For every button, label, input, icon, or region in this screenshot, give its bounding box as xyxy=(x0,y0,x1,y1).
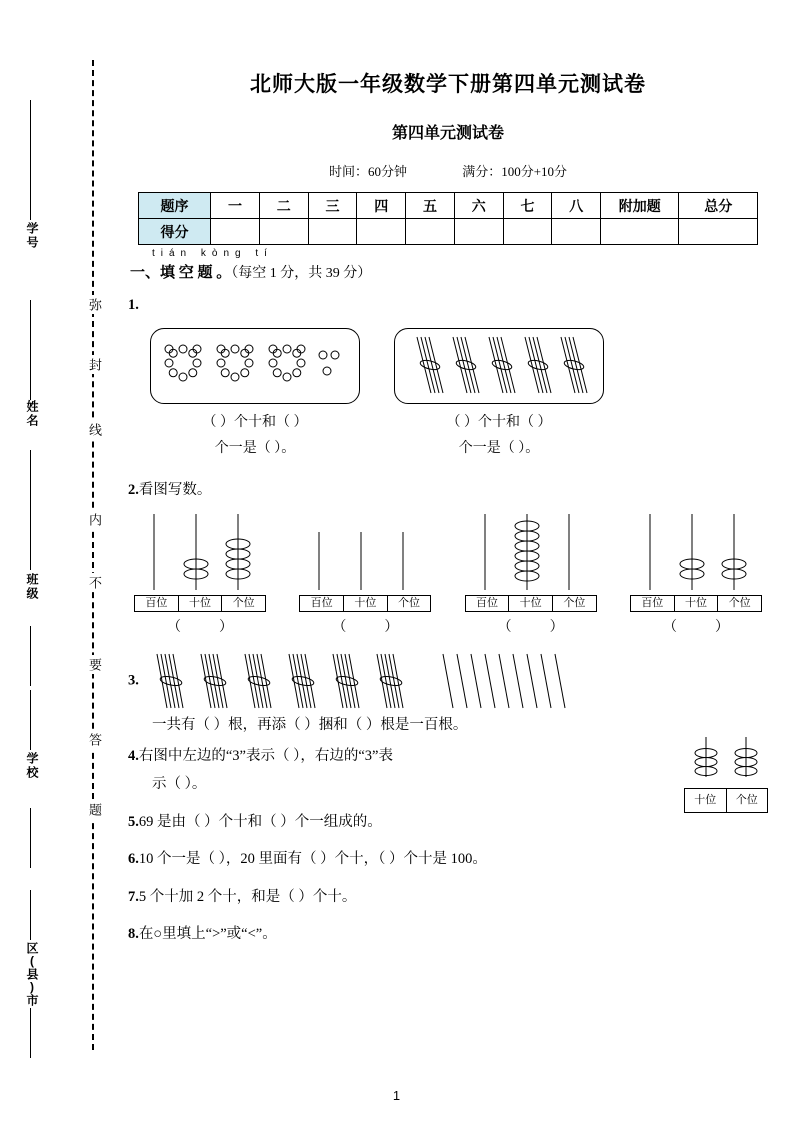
margin-label-xuexiao: 学校 xyxy=(25,752,39,780)
margin-label-xuehao: 学号 xyxy=(25,222,39,250)
page-subtitle: 第四单元测试卷 xyxy=(391,125,504,142)
seal-char-0: 弥 xyxy=(85,295,104,314)
bundles-and-sticks-svg xyxy=(143,650,723,712)
mini-abacus xyxy=(684,737,768,812)
margin-rule xyxy=(30,890,31,940)
answer-blank[interactable] xyxy=(134,616,266,636)
exam-full-score: 满分：100分+10分 xyxy=(462,164,568,179)
section-1-pinyin: tián kòng tí xyxy=(152,248,273,259)
table-row-header xyxy=(139,193,758,219)
seal-char-3: 内 xyxy=(85,510,104,529)
place-label-hundreds: 百位 xyxy=(466,596,510,611)
margin-rule xyxy=(30,450,31,520)
abacus-icon xyxy=(684,737,768,777)
score-cell-2[interactable] xyxy=(259,219,308,245)
margin-strip xyxy=(0,0,120,1121)
section-1-title: 一、填 空 题 。 xyxy=(130,265,232,281)
abacus-icon xyxy=(465,514,597,590)
page-number: 1 xyxy=(392,1088,401,1103)
score-cell-4[interactable] xyxy=(357,219,406,245)
seal-char-7: 题 xyxy=(85,800,104,819)
score-cell-7[interactable] xyxy=(503,219,552,245)
seal-char-2: 线 xyxy=(85,420,104,439)
question-4-line2[interactable]: 示（ ）。 xyxy=(152,776,207,793)
question-4 xyxy=(128,743,768,807)
abacus-icon xyxy=(134,514,266,590)
seal-char-1: 封 xyxy=(85,355,104,374)
margin-rule xyxy=(30,690,31,750)
score-cell-3[interactable] xyxy=(308,219,357,245)
question-8 xyxy=(128,921,768,949)
question-3-number: 3. xyxy=(128,672,139,689)
place-label-tens: 十位 xyxy=(179,596,223,611)
score-table xyxy=(138,192,758,245)
answer-blank[interactable] xyxy=(299,616,431,636)
place-label-tens: 十位 xyxy=(685,789,727,812)
question-7-text[interactable]: 5 个十加 2 个十，和是（ ）个十。 xyxy=(138,888,357,905)
abacus-4 xyxy=(630,514,762,636)
question-3-text[interactable]: 一共有（ ）根，再添（ ）捆和（ ）根是一百根。 xyxy=(152,716,468,733)
exam-meta xyxy=(128,161,768,180)
abacus-icon xyxy=(630,514,762,590)
question-4-line1[interactable]: 右图中左边的“3”表示（ ），右边的“3”表 xyxy=(138,748,393,765)
question-2-text: 看图写数。 xyxy=(138,481,212,498)
score-header-8: 八 xyxy=(552,193,601,219)
abacus-2 xyxy=(299,514,431,636)
score-header-7: 七 xyxy=(503,193,552,219)
score-cell-8[interactable] xyxy=(552,219,601,245)
place-label-hundreds: 百位 xyxy=(135,596,179,611)
bundle-sticks-svg xyxy=(395,329,603,403)
place-label-tens: 十位 xyxy=(344,596,388,611)
answer-blank[interactable] xyxy=(465,616,597,636)
score-header-3: 三 xyxy=(308,193,357,219)
stick-bundle-figure xyxy=(394,328,604,404)
margin-label-xingming: 姓名 xyxy=(25,400,39,428)
question-1-blank-line1 xyxy=(128,410,768,437)
place-label-ones: 个位 xyxy=(398,597,420,610)
q1-left-line1[interactable]: （ ）个十和（ ） xyxy=(202,414,308,430)
margin-rule xyxy=(30,808,31,868)
score-cell-1[interactable] xyxy=(211,219,260,245)
margin-rule xyxy=(30,100,31,220)
margin-rule xyxy=(30,520,31,570)
paren-close: ） xyxy=(549,619,564,635)
seal-char-5: 要 xyxy=(85,655,104,674)
place-label-ones: 个位 xyxy=(735,794,758,807)
bead-rings-svg xyxy=(151,329,359,403)
q1-right-line1[interactable]: （ ）个十和（ ） xyxy=(446,414,552,430)
score-header-10: 总分 xyxy=(679,193,758,219)
score-cell-5[interactable] xyxy=(406,219,455,245)
abacus-3 xyxy=(465,514,597,636)
paren-close: ） xyxy=(219,619,233,635)
question-2 xyxy=(128,477,768,505)
paren-close: ） xyxy=(384,619,399,635)
place-label-tens: 十位 xyxy=(509,596,553,611)
question-6-number: 6. xyxy=(128,851,139,868)
question-7-number: 7. xyxy=(128,888,139,905)
paren-open: （ xyxy=(332,619,347,635)
score-cell-6[interactable] xyxy=(454,219,503,245)
question-1 xyxy=(128,292,768,463)
paren-open: （ xyxy=(167,619,181,635)
score-header-2: 二 xyxy=(259,193,308,219)
place-value-labels xyxy=(465,595,597,612)
question-2-abacus-row xyxy=(128,514,768,636)
question-2-number: 2. xyxy=(128,481,139,498)
place-label-hundreds: 百位 xyxy=(300,596,344,611)
paren-open: （ xyxy=(662,619,677,635)
seal-char-4: 不 xyxy=(85,573,104,592)
place-value-labels xyxy=(299,595,431,612)
margin-label-quxianshi: 区(县)市 xyxy=(25,942,39,1006)
score-header-1: 一 xyxy=(211,193,260,219)
margin-rule xyxy=(30,340,31,400)
score-header-9: 附加题 xyxy=(601,193,679,219)
score-cell-total[interactable] xyxy=(679,219,758,245)
question-8-text[interactable]: 在○里填上“>”或“<”。 xyxy=(138,926,277,943)
score-header-0: 题序 xyxy=(139,193,211,219)
question-1-number: 1. xyxy=(128,297,139,313)
score-cell-extra[interactable] xyxy=(601,219,679,245)
place-label-tens: 十位 xyxy=(675,596,719,611)
seal-char-6: 答 xyxy=(85,730,104,749)
exam-sheet xyxy=(128,0,768,1121)
place-value-labels xyxy=(630,595,762,612)
paren-close: ） xyxy=(714,619,729,635)
question-3 xyxy=(128,650,768,740)
q1-right-line2[interactable]: 个一是（ ）。 xyxy=(458,441,540,457)
margin-rule xyxy=(30,1008,31,1058)
question-7 xyxy=(128,884,768,912)
question-1-blank-line2 xyxy=(128,436,768,463)
section-1-heading xyxy=(128,248,768,282)
score-header-4: 四 xyxy=(357,193,406,219)
question-4-number: 4. xyxy=(128,748,139,765)
question-5 xyxy=(128,809,768,837)
place-label-ones: 个位 xyxy=(728,597,751,610)
question-6-text[interactable]: 10 个一是（ ），20 里面有（ ）个十，（ ）个十是 100。 xyxy=(138,851,487,868)
question-5-text[interactable]: 69 是由（ ）个十和（ ）个一组成的。 xyxy=(138,813,382,830)
section-1-note: （每空 1 分，共 39 分） xyxy=(231,266,372,281)
answer-blank[interactable] xyxy=(630,616,762,636)
bead-group-figure xyxy=(150,328,360,404)
question-1-figures xyxy=(128,328,768,404)
question-8-number: 8. xyxy=(128,926,139,943)
score-header-6: 六 xyxy=(454,193,503,219)
margin-rule xyxy=(30,626,31,686)
question-5-number: 5. xyxy=(128,813,139,830)
place-value-labels xyxy=(684,788,768,813)
score-row-label: 得分 xyxy=(139,219,211,245)
place-value-labels xyxy=(134,595,266,612)
question-6 xyxy=(128,846,768,874)
page-title: 北师大版一年级数学下册第四单元测试卷 xyxy=(250,73,646,96)
place-label-hundreds: 百位 xyxy=(631,596,675,611)
abacus-icon xyxy=(299,514,431,590)
paren-open: （ xyxy=(497,619,512,635)
margin-label-banji: 班级 xyxy=(25,573,39,601)
table-row-scores xyxy=(139,219,758,245)
exam-time: 时间：60分钟 xyxy=(328,164,407,179)
place-label-ones: 个位 xyxy=(563,597,586,610)
q1-left-line2[interactable]: 个一是（ ）。 xyxy=(214,441,296,457)
place-label-ones: 个位 xyxy=(232,597,255,610)
score-header-5: 五 xyxy=(406,193,455,219)
abacus-1 xyxy=(134,514,266,636)
seal-dashed-line xyxy=(92,60,94,1050)
